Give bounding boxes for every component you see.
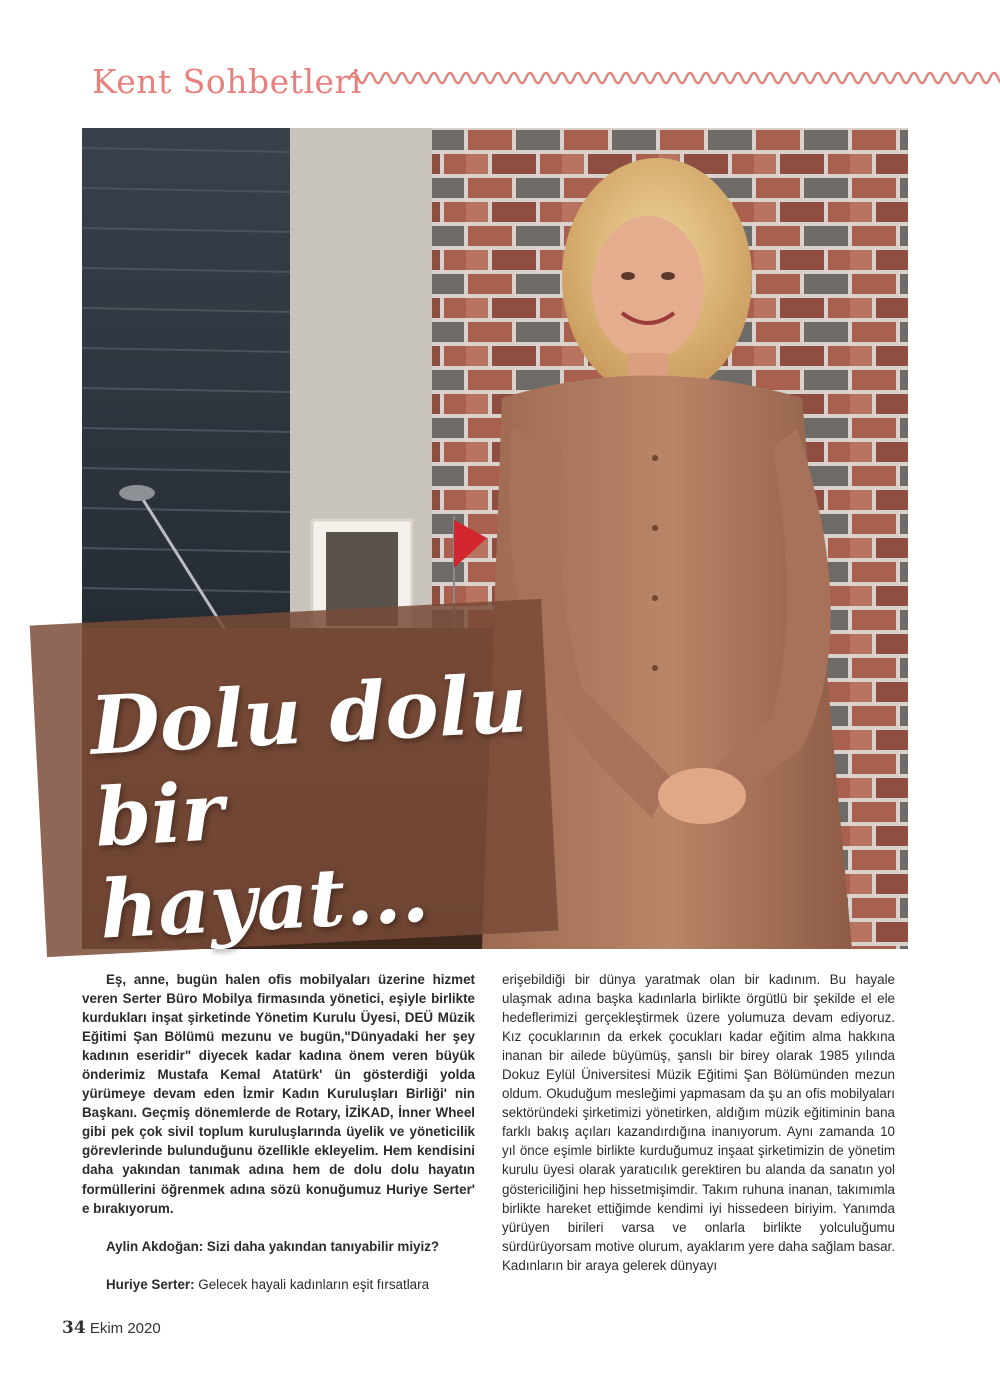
headline-line-2: bir hayat... [92,764,431,957]
article-intro: Eş, anne, bugün halen ofis mobilyaları üzerine hizmet veren Serter Büro Mobilya firmasında yönetici, eşiyle birlikte kurdukları inşat şirketinde Yönetim Kurulu Üyesi, DEÜ Müzik Eğitimi Şan Bölümü mezunu ve bugün,"Dünyadaki her şey kadının eseridir" diyecek kadar kadına önem veren büyük önderimiz Mustafa Kemal Atatürk' ün gösterdiği yolda yürümeye devam eden İzmir Kadın Kuruluşları Birliği' nin Başkanı. Geçmiş dönemlerde de Rotary, İZİKAD, İnner Wheel gibi pek çok sivil toplum kuruluşlarında üyelik ve yöneticilik görevlerinde bulunduğunu özellikle ekleyelim. Hem kendisini daha yakından tanımak adına hem de dolu dolu hayatın formüllerini öğrenmek adına sözü konuğumuz Huriye Serter' e bırakıyorum. [82,972,475,1216]
page-number: 34 [62,1318,86,1338]
answer-start-text: Gelecek hayali kadınların eşit fırsatlara [194,1276,430,1292]
wave-divider [350,66,1000,90]
interview-answer-continued: erişebildiği bir dünya yaratmak olan bir kadınım. Bu hayale ulaşmak adına başka kadınlarla birlikte örgütlü bir şekilde el ele hedeflerimizi gerçekleştirmek üzere yolumuza devam ediyoruz. Kız çocuklarının da erkek çocukları kadar eğitim alma hakkına inanan bir ailede büyümüş, şanslı bir birey olarak 1985 yılında Dokuz Eylül Üniversitesi Müzik Eğitimi Şan Bölümünden mezun oldum. Okuduğum mesleğimi yapmasam da şu an ofis mobilyaları sektöründeki şirketimizi yönetirken, aldığım müzik eğitiminin bana farklı bakış açıları kazandırdığına inanıyorum. Aynı zamanda 10 yıl önce eşimle birlikte kurduğumuz inşaat şirketimizin de yönetim kurulu üyesi olarak yaratıcılık gerektiren bu alanda da sanatın yol göstericiliğini hep hissetmişimdir. Takım ruhuna inanan, takımımla birlikte hareket ettiğimde kendimi iyi hissedeen biriyim. Yanımda yürüyen birileri varsa ve onlarla birlikte yolculuğumu sürdürüyorsam motive olurum, ayaklarım yere daha sağlam basar. Kadınların bir araya gelerek dünyayı [502,972,895,1273]
answer-speaker: Huriye Serter: [106,1276,195,1292]
article-column-left [82,970,475,1294]
interview-answer-start [82,1275,475,1294]
issue-date: Ekim 2020 [89,1320,161,1337]
interview-question: Aylin Akdoğan: Sizi daha yakından tanıyabilir miyiz? [106,1238,440,1254]
article-column-right [502,970,895,1275]
section-title: Kent Sohbetleri [92,62,362,101]
headline [88,657,542,956]
headline-line-1: Dolu dolu [87,656,530,773]
page-footer [62,1318,161,1338]
